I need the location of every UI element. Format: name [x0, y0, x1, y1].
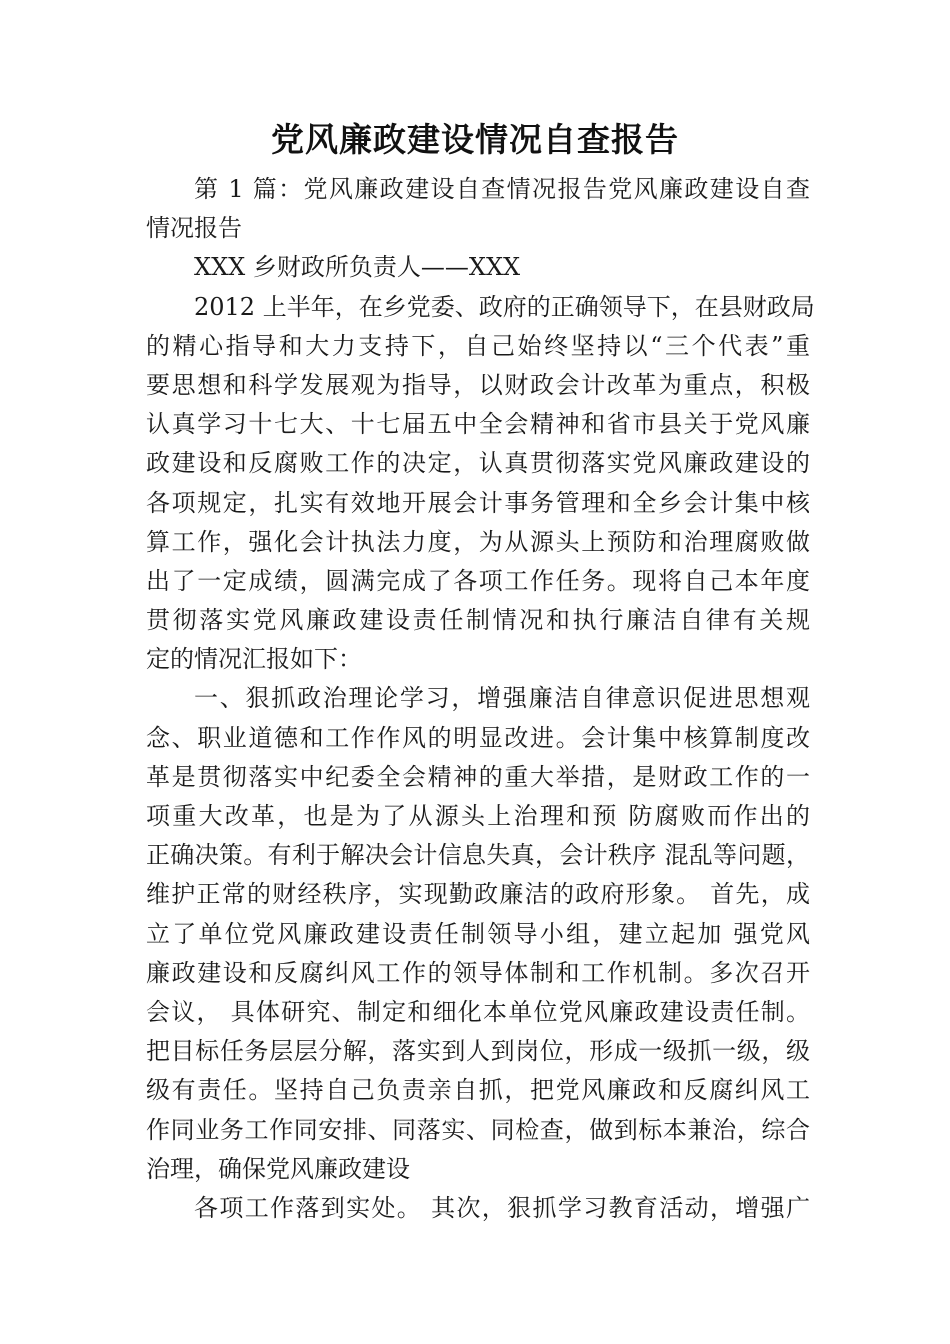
body-line: 项重大改革，也是为了从源头上治理和预 防腐败而作出的 [146, 802, 810, 830]
body-line: 各项工作落到实处。 其次，狠抓学习教育活动，增强广 [194, 1193, 810, 1222]
body-line: XXX 乡财政所负责人——XXX [194, 253, 521, 282]
body-line: 廉政建设和反腐纠风工作的领导体制和工作机制。多次召开 [146, 958, 810, 987]
body-line: 级有责任。坚持自己负责亲自抓，把党风廉政和反腐纠风工 [146, 1076, 810, 1105]
body-line: 治理，确保党风廉政建设 [146, 1154, 410, 1183]
body-line: 出了一定成绩，圆满完成了各项工作任务。现将自己本年度 [146, 566, 810, 595]
body-line: 一、狠抓政治理论学习，增强廉洁自律意识促进思想观 [194, 684, 810, 713]
body-line: 革是贯彻落实中纪委全会精神的重大举措，是财政工作的一 [146, 762, 810, 791]
body-line: 贯彻落实党风廉政建设责任制情况和执行廉洁自律有关规 [146, 606, 810, 635]
body-line: 正确决策。有利于解决会计信息失真，会计秩序 混乱等问题， [146, 841, 810, 870]
body-line: 立了单位党风廉政建设责任制领导小组，建立起加 强党风 [146, 919, 810, 948]
body-line: 各项规定，扎实有效地开展会计事务管理和全乡会计集中核 [146, 488, 810, 517]
body-line: 把目标任务层层分解，落实到人到岗位，形成一级抓一级，级 [146, 1037, 810, 1066]
body-line: 要思想和科学发展观为指导，以财政会计改革为重点，积极 [146, 370, 810, 399]
document-title: 党风廉政建设情况自查报告 [271, 120, 679, 159]
body-line: 2012 上半年，在乡党委、政府的正确领导下，在县财政局 [194, 292, 815, 321]
body-line: 第 1 篇：党风廉政建设自查情况报告党风廉政建设自查 [194, 175, 810, 203]
body-line: 念、职业道德和工作作风的明显改进。会计集中核算制度改 [146, 723, 810, 752]
body-line: 认真学习十七大、十七届五中全会精神和省市县关于党风廉 [146, 410, 810, 439]
body-line: 情况报告 [146, 214, 242, 243]
body-line: 定的情况汇报如下： [146, 645, 362, 674]
body-line: 的精心指导和大力支持下，自己始终坚持以“三个代表”重 [146, 331, 810, 360]
body-line: 算工作，强化会计执法力度，为从源头上预防和治理腐败做 [146, 527, 810, 556]
body-line: 会议， 具体研究、制定和细化本单位党风廉政建设责任制。 [146, 997, 810, 1026]
body-line: 作同业务工作同安排、同落实、同检查，做到标本兼治，综合 [146, 1115, 810, 1144]
body-line: 维护正常的财经秩序，实现勤政廉洁的政府形象。 首先，成 [146, 880, 810, 909]
body-line: 政建设和反腐败工作的决定，认真贯彻落实党风廉政建设的 [146, 449, 810, 478]
document-body [146, 170, 815, 1228]
